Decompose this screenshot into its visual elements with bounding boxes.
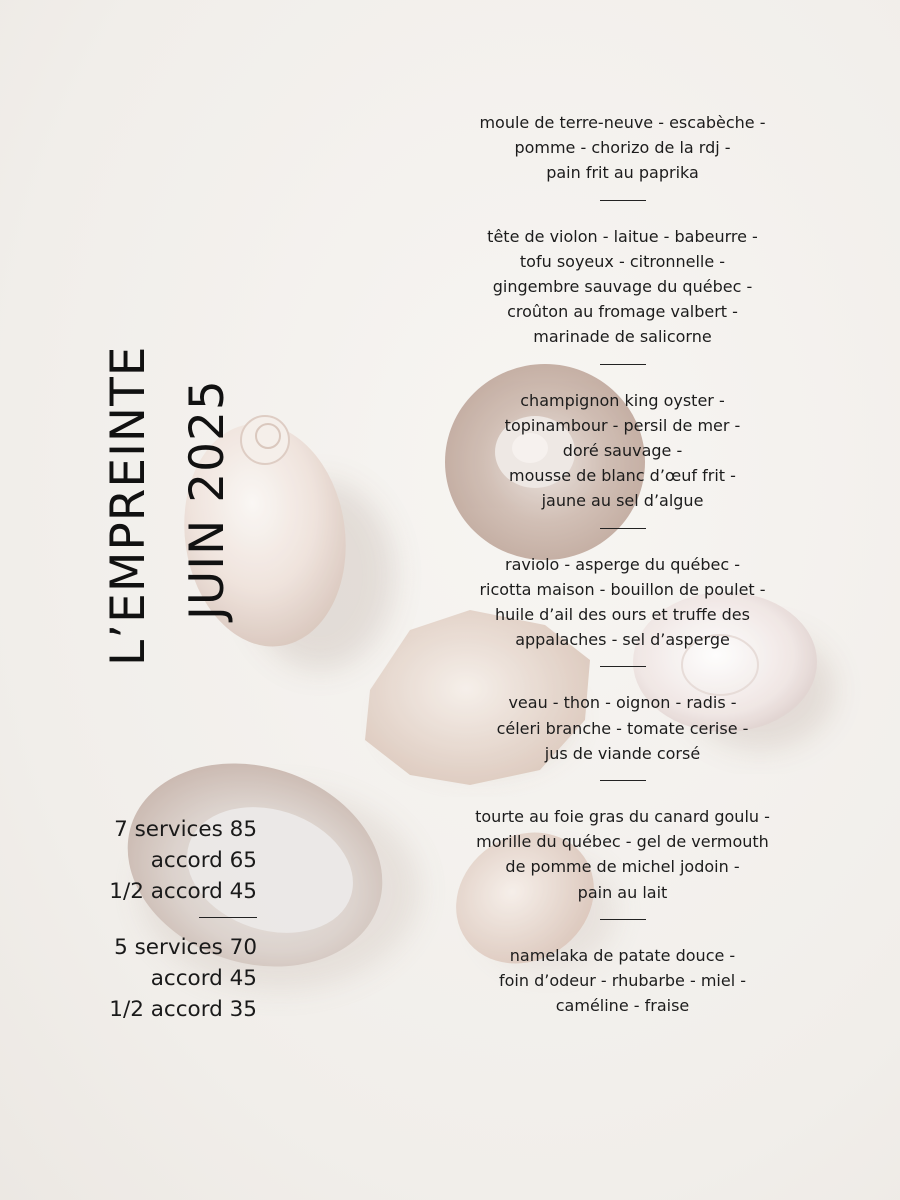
course-line: morille du québec - gel de vermouth <box>476 832 769 852</box>
course-line: moule de terre-neuve - escabèche - <box>479 113 766 132</box>
price-seven-pairing: accord 65 <box>150 848 257 873</box>
course-divider <box>600 780 646 781</box>
course-line: pain au lait <box>577 882 668 902</box>
course-line: tête de violon - laitue - babeurre - <box>487 226 758 246</box>
course-2 <box>440 224 805 350</box>
course-line: mousse de blanc d’œuf frit - <box>509 466 736 486</box>
course-1 <box>440 110 805 186</box>
course-line: ricotta maison - bouillon de poulet - <box>479 579 766 599</box>
course-line: tourte au foie gras du canard goulu - <box>475 807 770 827</box>
price-seven-half-pairing: 1/2 accord 45 <box>109 879 257 904</box>
price-seven-services: 7 services 85 <box>114 817 257 842</box>
course-list <box>440 110 805 1018</box>
price-list <box>17 814 257 1025</box>
course-6 <box>440 804 805 905</box>
course-5 <box>440 690 805 766</box>
course-line: croûton au fromage valbert - <box>507 302 738 322</box>
course-line: veau - thon - oignon - radis - <box>508 693 737 713</box>
course-line: appalaches - sel d’asperge <box>515 630 730 650</box>
course-divider <box>600 919 646 920</box>
course-line: gingembre sauvage du québec - <box>492 277 753 297</box>
course-divider <box>600 666 646 667</box>
restaurant-name: L’EMPREINTE <box>101 345 156 666</box>
price-five-half-pairing: 1/2 accord 35 <box>109 997 257 1022</box>
price-five-services: 5 services 70 <box>114 935 257 960</box>
course-line: huile d’ail des ours et truffe des <box>495 605 750 625</box>
course-line: pomme - chorizo de la rdj - <box>514 138 731 158</box>
course-divider <box>600 364 646 365</box>
course-line: jus de viande corsé <box>544 743 701 763</box>
course-line: jaune au sel d’algue <box>541 491 704 511</box>
course-4 <box>440 552 805 653</box>
course-line: tofu soyeux - citronnelle - <box>519 251 726 271</box>
course-3 <box>440 388 805 514</box>
course-line: raviolo - asperge du québec - <box>505 554 740 574</box>
moon-snail-shell-image <box>170 413 395 670</box>
course-line: céleri branche - tomate cerise - <box>496 718 749 738</box>
course-line: foin d’odeur - rhubarbe - miel - <box>498 971 747 991</box>
course-line: namelaka de patate douce - <box>509 945 736 965</box>
course-line: champignon king oyster - <box>520 390 725 410</box>
course-line: doré sauvage - <box>562 441 683 461</box>
course-7 <box>440 943 805 1019</box>
course-divider <box>600 528 646 529</box>
price-divider <box>199 917 257 918</box>
course-line: topinambour - persil de mer - <box>504 415 741 435</box>
course-divider <box>600 200 646 201</box>
menu-edition: JUIN 2025 <box>180 379 235 620</box>
course-line: marinade de salicorne <box>533 327 712 347</box>
price-five-pairing: accord 45 <box>150 966 257 991</box>
course-line: de pomme de michel jodoin - <box>505 857 740 877</box>
course-line: pain frit au paprika <box>546 163 699 183</box>
course-line: caméline - fraise <box>555 996 690 1016</box>
